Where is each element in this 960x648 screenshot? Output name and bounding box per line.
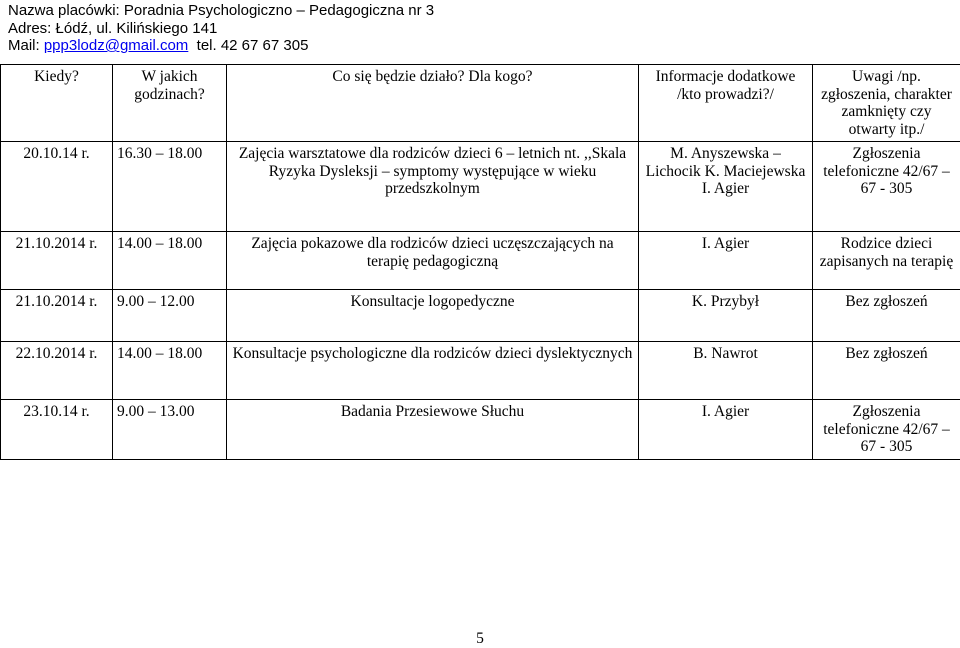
header-when: Kiedy? bbox=[1, 65, 113, 142]
table-row bbox=[1, 400, 960, 460]
row-hours: 9.00 – 12.00 bbox=[113, 290, 227, 342]
row-notes: Bez zgłoszeń bbox=[813, 290, 960, 342]
row-date: 23.10.14 r. bbox=[1, 400, 113, 460]
row-leader: B. Nawrot bbox=[639, 342, 813, 400]
row-activity: Konsultacje psychologiczne dla rodziców dzieci dyslektycznych bbox=[227, 342, 639, 400]
table-row bbox=[1, 342, 960, 400]
row-notes: Rodzice dzieci zapisanych na terapię bbox=[813, 232, 960, 290]
table-row bbox=[1, 142, 960, 232]
row-activity: Zajęcia warsztatowe dla rodziców dzieci 6 – letnich nt. ,,Skala Ryzyka Dysleksji – symptomy występujące w wieku przedszkolnym bbox=[227, 142, 639, 232]
row-hours: 16.30 – 18.00 bbox=[113, 142, 227, 232]
header-info: Informacje dodatkowe /kto prowadzi?/ bbox=[639, 65, 813, 142]
institution-contact bbox=[8, 37, 434, 55]
mail-label: Mail: bbox=[8, 37, 44, 54]
row-date: 20.10.14 r. bbox=[1, 142, 113, 232]
institution-name: Nazwa placówki: Poradnia Psychologiczno – Pedagogiczna nr 3 bbox=[8, 2, 434, 20]
row-leader: I. Agier bbox=[639, 232, 813, 290]
table-row bbox=[1, 232, 960, 290]
row-activity: Konsultacje logopedyczne bbox=[227, 290, 639, 342]
table-row bbox=[1, 290, 960, 342]
row-notes: Bez zgłoszeń bbox=[813, 342, 960, 400]
header-notes: Uwagi /np. zgłoszenia, charakter zamknięty czy otwarty itp./ bbox=[813, 65, 960, 142]
row-activity: Badania Przesiewowe Słuchu bbox=[227, 400, 639, 460]
row-date: 22.10.2014 r. bbox=[1, 342, 113, 400]
row-hours: 9.00 – 13.00 bbox=[113, 400, 227, 460]
table-header-row bbox=[1, 65, 960, 142]
row-leader: I. Agier bbox=[639, 400, 813, 460]
row-date: 21.10.2014 r. bbox=[1, 290, 113, 342]
row-notes: Zgłoszenia telefoniczne 42/67 – 67 - 305 bbox=[813, 142, 960, 232]
email-link[interactable]: ppp3lodz@gmail.com bbox=[44, 37, 188, 54]
phone-number: tel. 42 67 67 305 bbox=[188, 37, 308, 54]
row-activity: Zajęcia pokazowe dla rodziców dzieci uczęszczających na terapię pedagogiczną bbox=[227, 232, 639, 290]
institution-address: Adres: Łódź, ul. Kilińskiego 141 bbox=[8, 20, 434, 38]
schedule-table bbox=[0, 64, 960, 460]
row-hours: 14.00 – 18.00 bbox=[113, 342, 227, 400]
row-date: 21.10.2014 r. bbox=[1, 232, 113, 290]
row-notes: Zgłoszenia telefoniczne 42/67 – 67 - 305 bbox=[813, 400, 960, 460]
institution-header bbox=[8, 2, 434, 55]
header-what: Co się będzie działo? Dla kogo? bbox=[227, 65, 639, 142]
row-hours: 14.00 – 18.00 bbox=[113, 232, 227, 290]
row-leader: M. Anyszewska – Lichocik K. Maciejewska I. Agier bbox=[639, 142, 813, 232]
page-number: 5 bbox=[0, 630, 960, 648]
row-leader: K. Przybył bbox=[639, 290, 813, 342]
header-hours: W jakich godzinach? bbox=[113, 65, 227, 142]
